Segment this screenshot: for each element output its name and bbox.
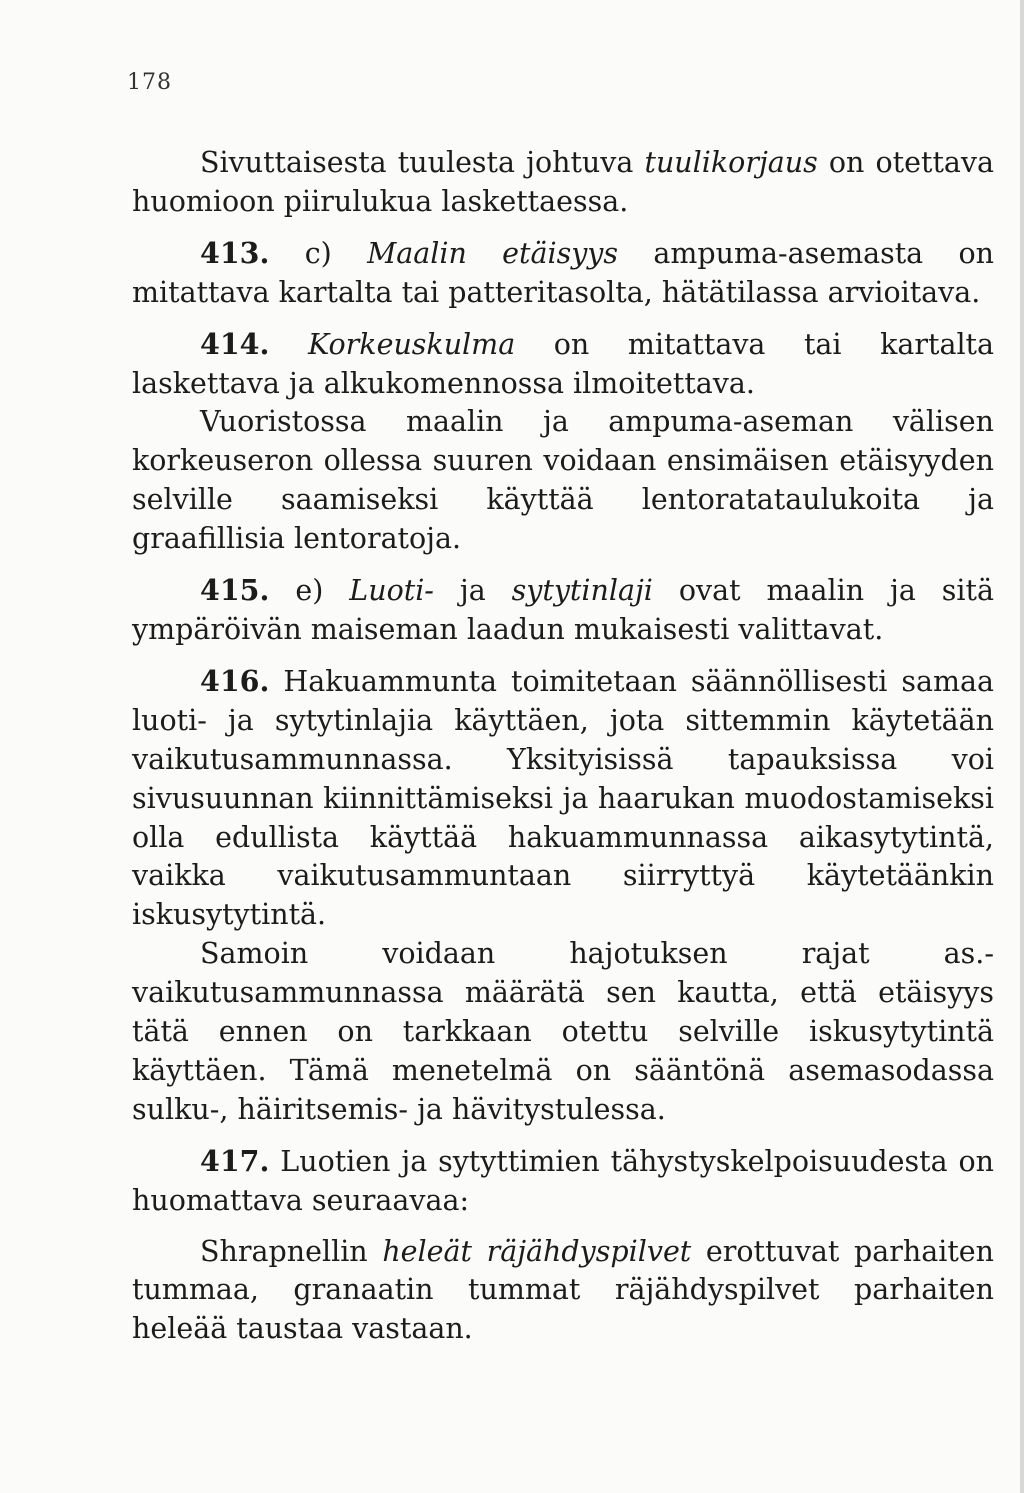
section-number: 414. xyxy=(200,326,270,361)
paragraph-text xyxy=(269,328,308,361)
paragraph-416-continued xyxy=(132,935,994,1130)
section-number: 415. xyxy=(200,573,270,608)
paragraph-text: on mitattava tai kartalta laskettava ja alkukomennossa ilmoitettava. xyxy=(132,327,994,400)
paragraph-417-continued xyxy=(132,1233,994,1350)
paragraph-wind-correction xyxy=(132,144,994,222)
paragraph-text: Sivuttaisesta tuulesta johtuva xyxy=(200,146,645,179)
section-number: 413. xyxy=(200,235,270,270)
page-edge-shadow xyxy=(1020,0,1024,1493)
section-number: 416. xyxy=(200,663,270,698)
paragraph-text: ampuma-asemasta on mitattava kartalta tai patteritasolta, hätätilassa arvioitava. xyxy=(132,236,994,309)
paragraph-414 xyxy=(132,325,994,404)
emphasis-term: Maalin etäisyys xyxy=(367,236,619,270)
paragraph-text: ja xyxy=(433,574,512,608)
emphasis-term: tuulikorjaus xyxy=(644,146,818,179)
paragraph-text: Shrapnellin xyxy=(200,1234,383,1268)
paragraph-414-continued xyxy=(132,403,994,559)
page-number: 178 xyxy=(127,70,172,95)
paragraph-text: Hakuammunta toimitetaan säännöllisesti samaa luoti- ja sytytinlajia käyttäen, jota sittemmin käytetään vaikutusammunnassa. Yksityisissä tapauksissa voi sivusuunnan kiinnittämiseksi ja haarukan muodostamiseksi olla edullista käyttää hakuammunnassa aikasytytintä, vaikka vaikutusammuntaan siirryttyä käytetäänkin iskusytytintä. xyxy=(132,664,994,932)
paragraph-text: Vuoristossa maalin ja ampuma-aseman välisen korkeuseron ollessa suuren voidaan ensimäisen etäisyyden selville saamiseksi käyttää lentoratataulukoita ja graafillisia lentoratoja. xyxy=(132,405,994,556)
paragraph-text: on otettava huomioon piirulukua laskettaessa. xyxy=(132,146,994,218)
paragraph-text: Luotien ja sytyttimien tähystyskelpoisuudesta on huomattava seuraavaa: xyxy=(132,1144,994,1217)
paragraph-text: erottuvat parhaiten tummaa, granaatin tummat räjähdyspilvet parhaiten heleää taustaa vastaan. xyxy=(132,1234,994,1346)
paragraph-text: ovat maalin ja sitä ympäröivän maiseman laadun mukaisesti valittavat. xyxy=(132,574,994,646)
emphasis-term: Korkeuskulma xyxy=(308,327,516,361)
paragraph-text: e) xyxy=(269,574,350,608)
paragraph-415 xyxy=(132,571,994,650)
paragraph-text: c) xyxy=(269,236,368,270)
emphasis-term: Luoti- xyxy=(349,574,434,608)
section-number: 417. xyxy=(200,1143,270,1178)
paragraph-417 xyxy=(132,1142,994,1221)
emphasis-term: sytytinlaji xyxy=(511,574,653,608)
paragraph-416 xyxy=(132,662,994,935)
paragraph-text: Samoin voidaan hajotuksen rajat as.-vaikutusammunnassa määrätä sen kautta, että etäisyys tätä ennen on tarkkaan otettu selville iskusytytintä käyttäen. Tämä menetelmä on sääntönä asemasodassa sulku-, häiritsemis- ja hävitystulessa. xyxy=(132,937,994,1126)
body-text xyxy=(132,144,994,1349)
emphasis-term: heleät räjähdyspilvet xyxy=(382,1234,692,1268)
paragraph-413 xyxy=(132,234,994,313)
